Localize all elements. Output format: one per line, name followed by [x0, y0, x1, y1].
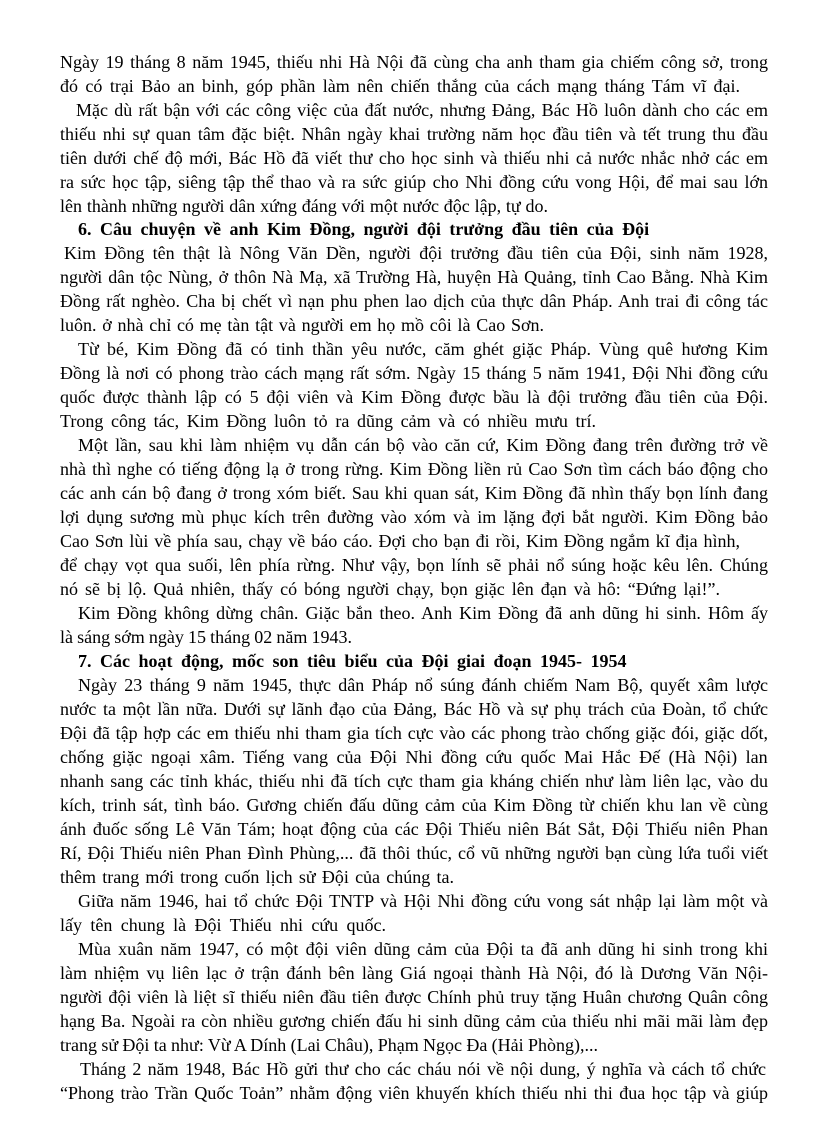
text-line: Đội đã tập hợp các em thiếu nhi tham gia tích cực vào các phong trào chống giặc đói, giặc dốt, — [60, 723, 768, 743]
text-line: chống giặc ngoại xâm. Tiếng vang của Đội Nhi đồng cứu quốc Mai Hắc Đế (Hà Nội) lan — [60, 747, 768, 767]
text-line: nó sẽ bị lộ. Quả nhiên, thấy có bóng người chạy, bọn giặc lên đạn và hô: “Đứng lại!”. — [60, 579, 720, 599]
text-line: lợi dụng sương mù phục kích trên đường vào xóm và im lặng đợi bắt người. Kim Đồng bảo — [60, 507, 768, 527]
text-line: nước ta một lần nữa. Dưới sự lãnh đạo của Đảng, Bác Hồ và sự phụ trách của Đoàn, tổ chức — [60, 699, 768, 719]
text-line: Mùa xuân năm 1947, có một đội viên dũng cảm của Đội ta đã anh dũng hi sinh trong khi — [78, 939, 768, 959]
text-line: ra sức học tập, siêng tập thể thao và ra sức giúp cho Nhi đồng cứu vong Hội, để mai sau lớn — [60, 172, 768, 192]
text-line: trang sử Đội ta như: Vừ A Dính (Lai Châu), Phạm Ngọc Đa (Hải Phòng),... — [60, 1035, 598, 1055]
text-line: thiếu nhi sự quan tâm đặc biệt. Nhân ngày khai trường năm học đầu tiên và tết trung thu đầu — [60, 124, 768, 144]
text-line: lên thành những người dân xứng đáng với một nước độc lập, tự do. — [60, 196, 548, 216]
text-line: Đồng là nơi có phong trào cách mạng rất sớm. Ngày 15 tháng 5 năm 1941, Đội Nhi đồng cứu — [60, 363, 768, 383]
text-line: quốc được thành lập có 5 đội viên và Kim Đồng được bầu là đội trưởng đầu tiên của Đội. — [60, 387, 768, 407]
text-line: Một lần, sau khi làm nhiệm vụ dẫn cán bộ vào căn cứ, Kim Đồng đang trên đường trở về — [78, 435, 768, 455]
text-line: Trong công tác, Kim Đồng luôn tỏ ra dũng cảm và có nhiều mưu trí. — [60, 411, 596, 431]
text-line: “Phong trào Trần Quốc Toản” nhằm động viên khuyến khích thiếu nhi thi đua học tập và giúp — [60, 1083, 768, 1103]
text-line: ánh đuốc sống Lê Văn Tám; hoạt động của các Đội Thiếu niên Bát Sắt, Đội Thiếu niên Phan — [60, 819, 768, 839]
text-line: làm nhiệm vụ liên lạc ở trận đánh bên làng Giá ngoại thành Hà Nội, đó là Dương Văn Nội- — [60, 963, 768, 983]
text-line: nhà thì nghe có tiếng động lạ ở trong rừng. Kim Đồng liền rủ Cao Sơn tìm cách báo động cho — [60, 459, 768, 479]
text-line: hạng Ba. Ngoài ra còn nhiều gương chiến đấu hi sinh dũng cảm của thiếu nhi mãi mãi làm đẹp — [60, 1011, 768, 1031]
text-line: nhanh sang các tỉnh khác, thiếu nhi đã tích cực tham gia kháng chiến như làm liên lạc, vào du — [60, 771, 768, 791]
text-line: Mặc dù rất bận với các công việc của đất nước, nhưng Đảng, Bác Hồ luôn dành cho các em — [76, 100, 768, 120]
text-line: lấy tên chung là Đội Thiếu nhi cứu quốc. — [60, 915, 386, 935]
text-line: Ngày 19 tháng 8 năm 1945, thiếu nhi Hà Nội đã cùng cha anh tham gia chiếm công sở, trong — [60, 52, 768, 72]
text-line: Tháng 2 năm 1948, Bác Hồ gửi thư cho các cháu nói về nội dung, ý nghĩa và cách tổ chức — [80, 1059, 766, 1079]
text-line: người dân tộc Nùng, ở thôn Nà Mạ, xã Trường Hà, huyện Hà Quảng, tỉnh Cao Bằng. Nhà Kim — [60, 267, 768, 287]
section-heading: 7. Các hoạt động, mốc son tiêu biểu của Đội giai đoạn 1945- 1954 — [78, 651, 627, 671]
text-line: Giữa năm 1946, hai tổ chức Đội TNTP và Hội Nhi đồng cứu vong sát nhập lại làm một và — [78, 891, 768, 911]
text-line: Rí, Đội Thiếu niên Phan Đình Phùng,... đã thôi thúc, cổ vũ những người bạn cùng lứa tuổi viết — [60, 843, 768, 863]
text-line: người đội viên là liệt sĩ thiếu niên đầu tiên được Chính phủ truy tặng Huân chương Quân công — [60, 987, 768, 1007]
text-line: Đồng rất nghèo. Cha bị chết vì nạn phu phen lao dịch của thực dân Pháp. Anh trai đi công tác — [60, 291, 768, 311]
text-line: luôn. ở nhà chỉ có mẹ tàn tật và người em họ mồ côi là Cao Sơn. — [60, 315, 544, 335]
text-line: đó có trại Bảo an binh, góp phần làm nên chiến thắng của cách mạng tháng Tám vĩ đại. — [60, 76, 740, 96]
text-line: Kim Đồng không dừng chân. Giặc bắn theo. Anh Kim Đồng đã anh dũng hi sinh. Hôm ấy — [78, 603, 768, 623]
text-line: để chạy vọt qua suối, lên phía rừng. Như vậy, bọn lính sẽ phải nổ súng hoặc kêu lên. Chúng — [60, 555, 768, 575]
text-line: kích, trinh sát, tình báo. Gương chiến đấu dũng cảm của Kim Đồng từ chiến khu lan về cùng — [60, 795, 768, 815]
text-line: Kim Đồng tên thật là Nông Văn Dền, người đội trưởng đầu tiên của Đội, sinh năm 1928, — [64, 243, 768, 263]
text-line: Ngày 23 tháng 9 năm 1945, thực dân Pháp nổ súng đánh chiếm Nam Bộ, quyết xâm lược — [78, 675, 768, 695]
text-line: Cao Sơn lùi về phía sau, chạy về báo cáo. Đợi cho bạn đi rồi, Kim Đồng ngắm kĩ địa hình, — [60, 531, 740, 551]
text-line: thêm trang mới trong cuốn lịch sử Đội của chúng ta. — [60, 867, 454, 887]
text-line: là sáng sớm ngày 15 tháng 02 năm 1943. — [60, 627, 352, 647]
text-line: tiên dưới chế độ mới, Bác Hồ đã viết thư cho học sinh và thiếu nhi cả nước nhắc nhở các em — [60, 148, 768, 168]
text-line: các anh cán bộ đang ở trong xóm biết. Sau khi quan sát, Kim Đồng đã nhìn thấy bọn lính đang — [60, 483, 768, 503]
section-heading: 6. Câu chuyện về anh Kim Đồng, người đội trưởng đầu tiên của Đội — [78, 219, 650, 239]
text-line: Từ bé, Kim Đồng đã có tinh thần yêu nước, căm ghét giặc Pháp. Vùng quê hương Kim — [78, 339, 768, 359]
